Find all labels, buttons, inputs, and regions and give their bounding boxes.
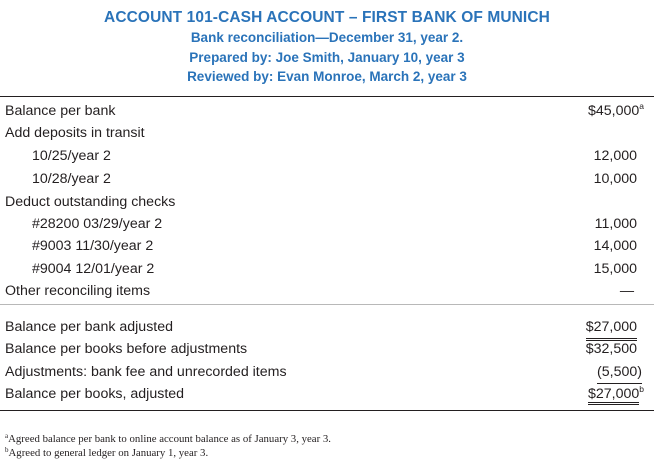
row-check-3: [0, 258, 654, 280]
report-subtitle: Bank reconciliation—December 31, year 2.: [190, 30, 464, 45]
deposit-2-amount: 10,000: [593, 171, 637, 187]
row-adjustments: [0, 361, 654, 383]
row-check-2: [0, 235, 654, 257]
bank-adjusted-amount: $27,000: [586, 316, 637, 341]
add-deposits-label: Add deposits in transit: [5, 125, 145, 141]
check-1-amount: 11,000: [594, 216, 637, 232]
adjustments-label: Adjustments: bank fee and unrecorded items: [5, 364, 287, 380]
balance-per-bank-amount: $45,000$^a$: [587, 101, 644, 119]
other-items-amount: —: [619, 283, 634, 299]
bottom-divider: [0, 410, 654, 411]
section-divider: [0, 304, 654, 305]
row-deposit-1: [0, 145, 654, 167]
deposit-1-label: 10/25/year 2: [32, 148, 111, 164]
check-3-label: #9004 12/01/year 2: [32, 261, 155, 277]
footnote-a-text: Agreed balance per bank to online account balance as of January 3, year 3.: [8, 433, 331, 445]
reviewed-by: Reviewed by: Evan Monroe, March 2, year 3: [187, 69, 467, 84]
report-header: [0, 8, 654, 87]
check-3-amount: 15,000: [593, 261, 637, 277]
footnote-b: [5, 446, 208, 461]
row-deduct-checks: [0, 191, 654, 213]
books-before-amount: $32,500: [585, 341, 637, 357]
check-2-amount: 14,000: [593, 238, 637, 254]
books-before-label: Balance per books before adjustments: [5, 341, 248, 357]
row-bank-adjusted: [0, 316, 654, 338]
footnote-mark-a: a: [639, 101, 644, 111]
row-books-before: [0, 338, 654, 360]
deposit-1-amount: 12,000: [593, 148, 637, 164]
check-1-label: #28200 03/29/year 2: [32, 216, 163, 232]
books-adjusted-value: $27,000: [588, 386, 639, 405]
footnote-b-text: Agreed to general ledger on January 1, year 3.: [8, 447, 209, 459]
books-adjusted-label: Balance per books, adjusted: [5, 386, 185, 402]
books-adjusted-amount: [588, 383, 644, 406]
deduct-checks-label: Deduct outstanding checks: [5, 194, 176, 210]
footnote-b-mark: b: [5, 446, 9, 454]
top-divider: [0, 96, 654, 97]
row-check-1: [0, 213, 654, 235]
other-items-label: Other reconciling items: [5, 283, 151, 299]
row-deposit-2: [0, 168, 654, 190]
report-title: ACCOUNT 101-CASH ACCOUNT – FIRST BANK OF MUNICH: [104, 9, 550, 26]
deposit-2-label: 10/28/year 2: [32, 171, 111, 187]
row-books-adjusted: [0, 383, 654, 405]
footnote-a-mark: a: [5, 432, 9, 440]
footnote-a: [5, 432, 331, 447]
adjustments-amount: (5,500): [597, 361, 642, 384]
balance-per-bank-label: Balance per bank: [5, 103, 116, 119]
row-add-deposits: [0, 122, 654, 144]
bank-adjusted-label: Balance per bank adjusted: [5, 319, 174, 335]
check-2-label: #9003 11/30/year 2: [32, 238, 154, 254]
footnote-mark-b: b: [639, 384, 644, 394]
row-balance-per-bank: [0, 100, 654, 122]
prepared-by: Prepared by: Joe Smith, January 10, year 3: [189, 49, 465, 65]
row-other-items: [0, 280, 654, 302]
